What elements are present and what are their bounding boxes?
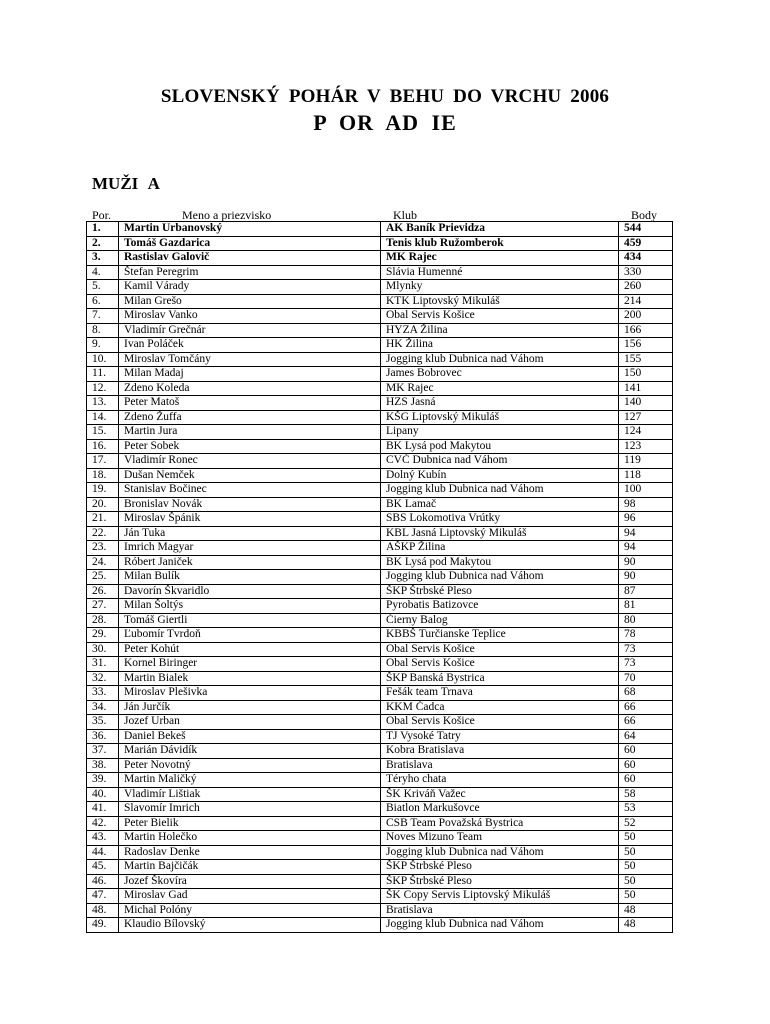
row-rank: 24. [87,555,119,570]
row-rank: 40. [87,787,119,802]
row-name: Kornel Biringer [119,657,381,672]
table-row [87,628,673,643]
row-club: Kobra Bratislava [381,744,619,759]
table-row [87,367,673,382]
row-points: 50 [619,845,673,860]
row-rank: 37. [87,744,119,759]
row-club: Obal Servis Košice [381,715,619,730]
table-row [87,425,673,440]
row-club: KBL Jasná Liptovský Mikuláš [381,526,619,541]
table-row [87,787,673,802]
row-club: Biatlon Markušovce [381,802,619,817]
row-points: 90 [619,555,673,570]
row-club: BK Lysá pod Makytou [381,439,619,454]
row-points: 98 [619,497,673,512]
row-name: Marián Dávidík [119,744,381,759]
row-rank: 16. [87,439,119,454]
table-row [87,700,673,715]
row-rank: 25. [87,570,119,585]
table-row [87,903,673,918]
row-rank: 28. [87,613,119,628]
row-club: BK Lysá pod Makytou [381,555,619,570]
row-club: ŠKP Banská Bystrica [381,671,619,686]
row-rank: 27. [87,599,119,614]
row-name: Peter Bielik [119,816,381,831]
row-name: Jozef Urban [119,715,381,730]
row-club: TJ Vysoké Tatry [381,729,619,744]
row-rank: 47. [87,889,119,904]
row-name: Peter Novotný [119,758,381,773]
row-points: 48 [619,903,673,918]
row-club: Jogging klub Dubnica nad Váhom [381,483,619,498]
row-club: KŠG Liptovský Mikuláš [381,410,619,425]
row-name: Martin Maličký [119,773,381,788]
table-row [87,584,673,599]
table-row [87,555,673,570]
row-rank: 38. [87,758,119,773]
table-row [87,613,673,628]
row-points: 53 [619,802,673,817]
row-club: Jogging klub Dubnica nad Váhom [381,845,619,860]
row-rank: 44. [87,845,119,860]
row-rank: 46. [87,874,119,889]
row-club: KBBŠ Turčianske Teplice [381,628,619,643]
row-club: Obal Servis Košice [381,309,619,324]
table-row [87,918,673,933]
row-club: CVČ Dubnica nad Váhom [381,454,619,469]
row-rank: 9. [87,338,119,353]
row-name: Vladimír Lištiak [119,787,381,802]
table-row [87,715,673,730]
row-name: Vladimír Grečnár [119,323,381,338]
row-club: Obal Servis Košice [381,657,619,672]
row-points: 81 [619,599,673,614]
row-points: 66 [619,700,673,715]
row-rank: 7. [87,309,119,324]
table-row [87,512,673,527]
row-name: Ján Tuka [119,526,381,541]
row-name: Slavomír Imrich [119,802,381,817]
header-name: Meno a priezvisko [182,208,272,222]
row-name: Rastislav Galovič [119,251,381,266]
row-club: KKM Čadca [381,700,619,715]
row-name: Martin Holečko [119,831,381,846]
row-rank: 5. [87,280,119,295]
row-name: Peter Kohút [119,642,381,657]
row-club: Téryho chata [381,773,619,788]
row-name: Peter Sobek [119,439,381,454]
row-points: 80 [619,613,673,628]
table-row [87,541,673,556]
table-row [87,309,673,324]
table-row [87,352,673,367]
row-club: AK Baník Prievidza [381,222,619,237]
table-row [87,294,673,309]
row-points: 260 [619,280,673,295]
row-club: Jogging klub Dubnica nad Váhom [381,352,619,367]
row-name: Miroslav Tomčány [119,352,381,367]
document-title: SLOVENSKÝ POHÁR V BEHU DO VRCHU 2006 [160,86,610,107]
row-name: Zdeno Koleda [119,381,381,396]
row-points: 330 [619,265,673,280]
row-club: HYZA Žilina [381,323,619,338]
row-points: 73 [619,642,673,657]
row-club: Slávia Humenné [381,265,619,280]
row-club: ŠKP Štrbské Pleso [381,860,619,875]
row-points: 50 [619,831,673,846]
row-club: Obal Servis Košice [381,642,619,657]
row-name: Klaudio Bílovský [119,918,381,933]
row-rank: 39. [87,773,119,788]
row-club: AŠKP Žilina [381,541,619,556]
row-points: 94 [619,541,673,556]
row-rank: 12. [87,381,119,396]
table-row [87,860,673,875]
row-rank: 21. [87,512,119,527]
table-row [87,497,673,512]
results-table-body [87,222,673,933]
row-points: 96 [619,512,673,527]
row-rank: 1. [87,222,119,237]
row-rank: 22. [87,526,119,541]
row-rank: 43. [87,831,119,846]
table-row [87,410,673,425]
table-row [87,526,673,541]
table-row [87,323,673,338]
row-club: BK Lamač [381,497,619,512]
table-row [87,439,673,454]
table-row [87,381,673,396]
row-points: 434 [619,251,673,266]
table-row [87,758,673,773]
row-rank: 31. [87,657,119,672]
document-subtitle: P OR AD IE [313,110,457,135]
row-rank: 19. [87,483,119,498]
row-club: CSB Team Považská Bystrica [381,816,619,831]
row-rank: 26. [87,584,119,599]
row-points: 141 [619,381,673,396]
row-points: 200 [619,309,673,324]
row-name: Milan Grešo [119,294,381,309]
row-club: Fešák team Trnava [381,686,619,701]
row-points: 155 [619,352,673,367]
row-rank: 14. [87,410,119,425]
row-name: Ľubomír Tvrdoň [119,628,381,643]
row-name: Róbert Janiček [119,555,381,570]
table-row [87,570,673,585]
row-rank: 49. [87,918,119,933]
table-row [87,773,673,788]
row-rank: 32. [87,671,119,686]
row-name: Martin Bialek [119,671,381,686]
row-club: ŠK Kriváň Važec [381,787,619,802]
row-name: Štefan Peregrim [119,265,381,280]
row-club: KTK Liptovský Mikuláš [381,294,619,309]
row-rank: 29. [87,628,119,643]
row-points: 52 [619,816,673,831]
row-rank: 33. [87,686,119,701]
row-name: Zdeno Žuffa [119,410,381,425]
row-points: 123 [619,439,673,454]
row-points: 50 [619,874,673,889]
row-rank: 8. [87,323,119,338]
table-row [87,729,673,744]
row-name: Miroslav Špánik [119,512,381,527]
header-rank: Por. [92,208,112,222]
row-club: Lipany [381,425,619,440]
row-club: Tenis klub Ružomberok [381,236,619,251]
table-row [87,396,673,411]
row-points: 73 [619,657,673,672]
table-row [87,265,673,280]
row-rank: 4. [87,265,119,280]
row-club: MK Rajec [381,381,619,396]
row-points: 78 [619,628,673,643]
row-rank: 11. [87,367,119,382]
row-points: 64 [619,729,673,744]
row-name: Ivan Poláček [119,338,381,353]
table-row [87,657,673,672]
row-points: 124 [619,425,673,440]
row-rank: 2. [87,236,119,251]
row-name: Stanislav Bočinec [119,483,381,498]
row-points: 214 [619,294,673,309]
row-points: 50 [619,860,673,875]
row-points: 90 [619,570,673,585]
row-rank: 35. [87,715,119,730]
row-rank: 41. [87,802,119,817]
row-name: Daniel Bekeš [119,729,381,744]
table-row [87,831,673,846]
row-club: Bratislava [381,903,619,918]
row-name: Martin Urbanovský [119,222,381,237]
row-rank: 30. [87,642,119,657]
row-rank: 10. [87,352,119,367]
row-name: Milan Madaj [119,367,381,382]
row-rank: 23. [87,541,119,556]
table-row [87,483,673,498]
row-name: Bronislav Novák [119,497,381,512]
row-points: 118 [619,468,673,483]
row-club: Noves Mizuno Team [381,831,619,846]
table-row [87,802,673,817]
row-name: Imrich Magyar [119,541,381,556]
table-row [87,599,673,614]
table-row [87,454,673,469]
row-club: Čierny Balog [381,613,619,628]
row-name: Michal Polóny [119,903,381,918]
table-row [87,338,673,353]
row-rank: 6. [87,294,119,309]
row-name: Kamil Várady [119,280,381,295]
row-rank: 15. [87,425,119,440]
row-name: Davorín Škvaridlo [119,584,381,599]
row-points: 60 [619,773,673,788]
table-row [87,889,673,904]
row-club: HK Žilina [381,338,619,353]
row-points: 119 [619,454,673,469]
row-points: 127 [619,410,673,425]
row-name: Dušan Nemček [119,468,381,483]
row-club: ŠKP Štrbské Pleso [381,874,619,889]
row-name: Milan Šoltýs [119,599,381,614]
row-name: Milan Bulík [119,570,381,585]
row-rank: 18. [87,468,119,483]
row-points: 94 [619,526,673,541]
row-name: Miroslav Vanko [119,309,381,324]
row-name: Miroslav Plešivka [119,686,381,701]
row-name: Peter Matoš [119,396,381,411]
row-rank: 36. [87,729,119,744]
row-club: SBS Lokomotiva Vrútky [381,512,619,527]
table-row [87,816,673,831]
row-name: Miroslav Gad [119,889,381,904]
table-row [87,686,673,701]
table-row [87,236,673,251]
header-club: Klub [393,208,417,222]
row-points: 68 [619,686,673,701]
row-club: ŠK Copy Servis Liptovský Mikuláš [381,889,619,904]
row-rank: 45. [87,860,119,875]
row-points: 58 [619,787,673,802]
row-name: Jozef Škovíra [119,874,381,889]
row-club: Jogging klub Dubnica nad Váhom [381,570,619,585]
row-points: 87 [619,584,673,599]
row-rank: 48. [87,903,119,918]
row-points: 70 [619,671,673,686]
table-row [87,642,673,657]
row-points: 166 [619,323,673,338]
table-row [87,468,673,483]
row-points: 459 [619,236,673,251]
row-club: ŠKP Štrbské Pleso [381,584,619,599]
row-club: Pyrobatis Batizovce [381,599,619,614]
row-points: 48 [619,918,673,933]
row-name: Radoslav Denke [119,845,381,860]
row-points: 156 [619,338,673,353]
row-club: Dolný Kubín [381,468,619,483]
row-rank: 17. [87,454,119,469]
row-rank: 42. [87,816,119,831]
table-row [87,251,673,266]
row-rank: 13. [87,396,119,411]
row-rank: 34. [87,700,119,715]
table-row [87,874,673,889]
row-club: HZS Jasná [381,396,619,411]
row-name: Ján Jurčík [119,700,381,715]
row-name: Tomáš Gazdarica [119,236,381,251]
row-points: 60 [619,744,673,759]
header-points: Body [631,208,658,222]
row-name: Tomáš Giertli [119,613,381,628]
row-club: Bratislava [381,758,619,773]
row-points: 150 [619,367,673,382]
row-rank: 3. [87,251,119,266]
table-row [87,280,673,295]
row-club: James Bobrovec [381,367,619,382]
row-points: 66 [619,715,673,730]
row-points: 140 [619,396,673,411]
table-row [87,744,673,759]
row-points: 100 [619,483,673,498]
row-points: 50 [619,889,673,904]
results-table [86,221,673,933]
row-name: Martin Jura [119,425,381,440]
row-name: Vladimír Ronec [119,454,381,469]
category-heading: MUŽI A [92,174,160,193]
row-points: 544 [619,222,673,237]
row-club: Jogging klub Dubnica nad Váhom [381,918,619,933]
table-row [87,222,673,237]
table-row [87,845,673,860]
row-rank: 20. [87,497,119,512]
table-row [87,671,673,686]
row-points: 60 [619,758,673,773]
row-name: Martin Bajčičák [119,860,381,875]
row-club: Mlynky [381,280,619,295]
row-club: MK Rajec [381,251,619,266]
